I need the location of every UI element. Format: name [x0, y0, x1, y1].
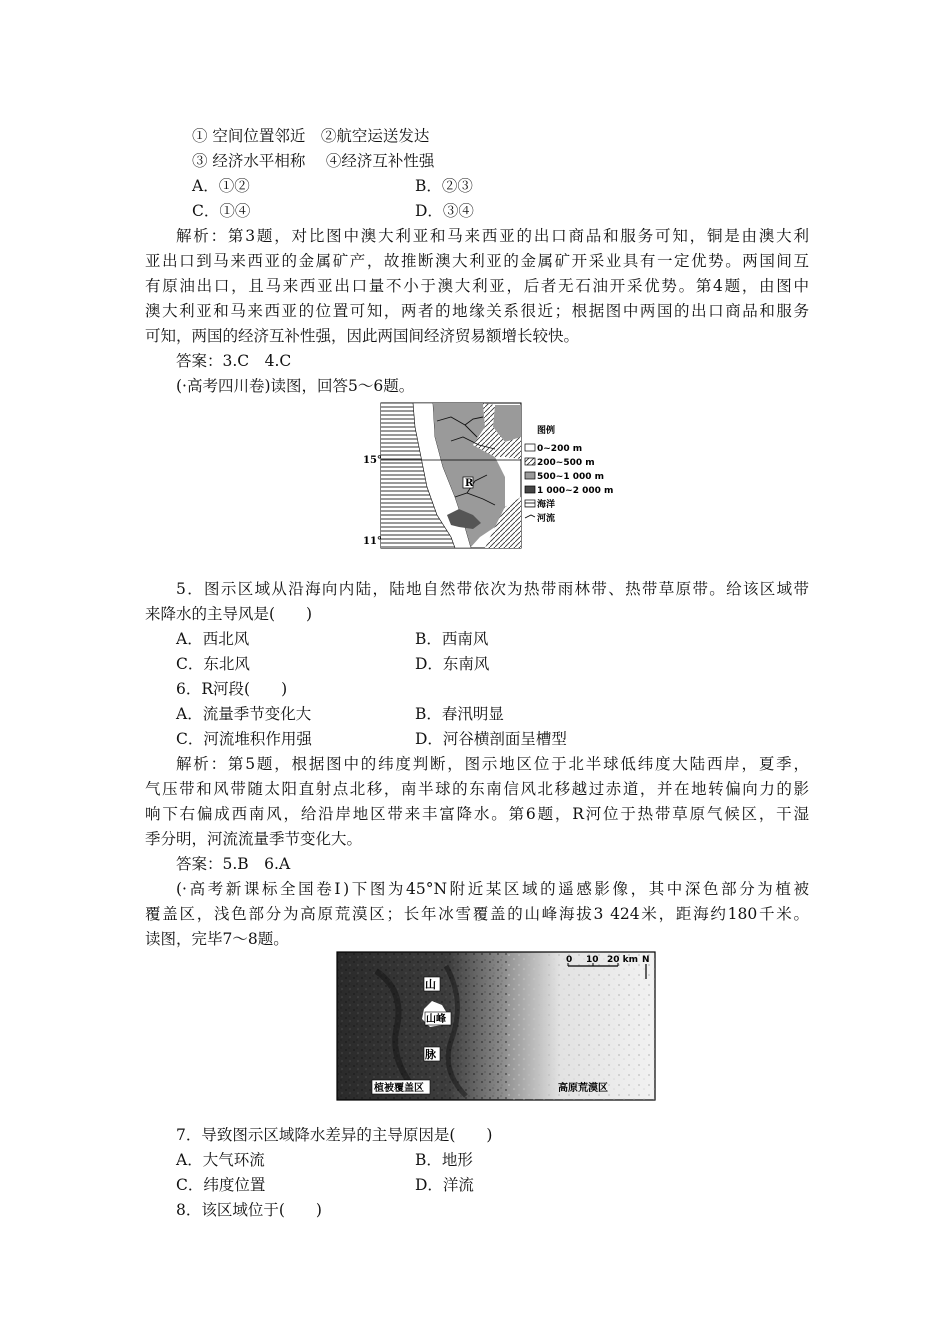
- relief-map: [355, 397, 625, 557]
- q2-options-line2: ③ 经济水平相称 ④经济互补性强: [192, 152, 435, 170]
- q6-option-d: D．河谷横剖面呈槽型: [415, 730, 567, 748]
- explanation-2-line3: 响下右偏成西南风，给沿岸地区带来丰富降水。第6题，R河位于热带草原气候区，干湿: [145, 805, 809, 823]
- q6-option-a: A．流量季节变化大: [176, 705, 312, 723]
- label-mai: 脉: [425, 1048, 436, 1061]
- q5-stem-line2: 来降水的主导风是( ): [145, 605, 313, 623]
- label-desert: 高原荒漠区: [558, 1083, 608, 1094]
- river-r-label: R: [465, 478, 474, 489]
- scale-0: 0: [566, 955, 573, 965]
- legend-swatch-500-1000: [525, 472, 535, 479]
- q7-option-a: A．大气环流: [176, 1151, 265, 1169]
- q2-options-line1: ① 空间位置邻近 ②航空运送发达: [192, 127, 430, 145]
- source-national-line1: (·高考新课标全国卷Ⅰ)下图为45°N附近某区域的遥感影像，其中深色部分为植被: [176, 880, 809, 898]
- explanation-1-line5: 可知，两国的经济互补性强，因此两国间经济贸易额增长较快。: [145, 327, 580, 345]
- q6-stem: 6．R河段( ): [176, 680, 288, 698]
- legend-swatch-200-500: [525, 458, 535, 465]
- legend-1000-2000: 1 000~2 000 m: [537, 486, 614, 496]
- scale-10: 10: [586, 955, 599, 965]
- q2-option-a: A．①②: [192, 177, 250, 195]
- q7-option-d: D．洋流: [415, 1176, 474, 1194]
- explanation-1-line1: 解析：第3题，对比图中澳大利亚和马来西亚的出口商品和服务可知，铜是由澳大利: [176, 227, 809, 245]
- legend-swatch-river: [525, 515, 535, 518]
- scale-20km: 20 km: [607, 955, 639, 965]
- q2-option-d: D．③④: [415, 202, 474, 220]
- legend-swatch-1000-2000: [525, 486, 535, 493]
- lat-15-label: 15°: [363, 455, 382, 466]
- q8-stem: 8．该区域位于( ): [176, 1201, 322, 1219]
- legend-500-1000: 500~1 000 m: [537, 472, 605, 482]
- explanation-2-line1: 解析：第5题，根据图中的纬度判断，图示地区位于北半球低纬度大陆西岸，夏季，: [176, 755, 809, 773]
- q7-option-b: B．地形: [415, 1151, 473, 1169]
- explanation-2-line2: 气压带和风带随太阳直射点北移，南半球的东南信风北移越过赤道，并在地转偏向力的影: [145, 780, 809, 798]
- legend-swatch-ocean: [525, 500, 535, 507]
- q5-option-d: D．东南风: [415, 655, 490, 673]
- source-national-line3: 读图，完毕7～8题。: [145, 930, 289, 948]
- remote-sensing-image: [336, 951, 656, 1101]
- q6-option-b: B．春汛明显: [415, 705, 504, 723]
- legend-swatch-0-200: [525, 444, 535, 451]
- source-national-line2: 覆盖区，浅色部分为高原荒漠区；长年冰雪覆盖的山峰海拔3 424米，距海约180千米。: [145, 905, 809, 923]
- legend-0-200: 0~200 m: [537, 444, 583, 454]
- explanation-1-line4: 澳大利亚和马来西亚的位置可知，两者的地缘关系很近；根据图中两国的出口商品和服务: [145, 302, 809, 320]
- q2-option-b: B．②③: [415, 177, 473, 195]
- label-shan: 山: [425, 978, 436, 991]
- legend-ocean: 海洋: [537, 500, 556, 510]
- label-vegetation: 植被覆盖区: [374, 1083, 424, 1094]
- q5-stem-line1: 5．图示区域从沿海向内陆，陆地自然带依次为热带雨林带、热带草原带。给该区域带: [176, 580, 809, 598]
- legend-title: 图例: [537, 426, 556, 436]
- q5-option-a: A．西北风: [176, 630, 250, 648]
- q7-stem: 7．导致图示区域降水差异的主导原因是( ): [176, 1126, 493, 1144]
- explanation-2-line4: 季分明，河流流量季节变化大。: [145, 830, 363, 848]
- answer-3-4: 答案：3.C 4.C: [176, 352, 292, 370]
- q5-option-b: B．西南风: [415, 630, 489, 648]
- legend-200-500: 200~500 m: [537, 458, 595, 468]
- source-sichuan: (·高考四川卷)读图，回答5～6题。: [176, 377, 415, 395]
- q6-option-c: C．河流堆积作用强: [176, 730, 312, 748]
- q7-option-c: C．纬度位置: [176, 1176, 266, 1194]
- north-label: N: [642, 955, 650, 965]
- q2-option-c: C．①④: [192, 202, 251, 220]
- answer-5-6: 答案：5.B 6.A: [176, 855, 291, 873]
- explanation-1-line3: 有原油出口，且马来西亚出口量不小于澳大利亚，后者无石油开采优势。第4题，由图中: [145, 277, 809, 295]
- label-peak: 山峰: [426, 1014, 446, 1025]
- explanation-1-line2: 亚出口到马来西亚的金属矿产，故推断澳大利亚的金属矿开采业具有一定优势。两国间互: [145, 252, 809, 270]
- legend-river: 河流: [537, 514, 556, 524]
- lat-11-label: 11°: [363, 536, 382, 547]
- q5-option-c: C．东北风: [176, 655, 250, 673]
